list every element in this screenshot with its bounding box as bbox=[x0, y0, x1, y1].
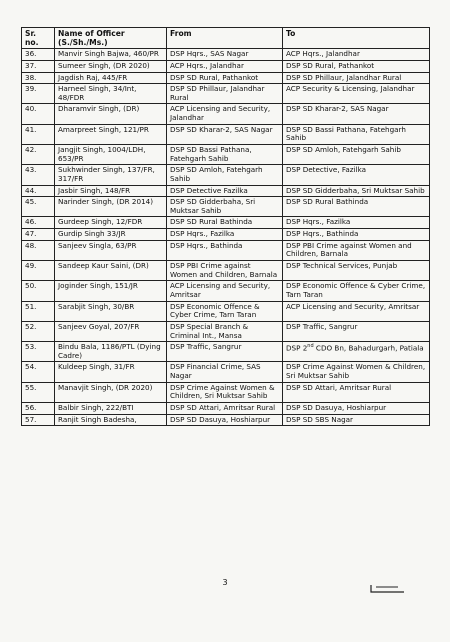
table-row bbox=[22, 217, 430, 229]
cell-from: DSP Hqrs., Fazilka bbox=[167, 229, 283, 241]
cell-from: DSP PBI Crime against Women and Children, Barnala bbox=[167, 261, 283, 281]
table-body bbox=[22, 49, 430, 426]
table-row bbox=[22, 382, 430, 402]
cell-officer-name: Balbir Singh, 222/BTI bbox=[55, 403, 167, 415]
table-row bbox=[22, 165, 430, 185]
cell-to: DSP SD Attari, Amritsar Rural bbox=[283, 382, 430, 402]
table-row bbox=[22, 124, 430, 144]
cell-officer-name: Manvir Singh Bajwa, 460/PR bbox=[55, 49, 167, 61]
table-header-row bbox=[22, 28, 430, 49]
cell-to: DSP Hqrs., Bathinda bbox=[283, 229, 430, 241]
cell-to: ACP Security & Licensing, Jalandhar bbox=[283, 84, 430, 104]
cell-officer-name: Ranjit Singh Badesha, bbox=[55, 414, 167, 426]
table-row bbox=[22, 362, 430, 382]
cell-officer-name: Sanjeev Goyal, 207/FR bbox=[55, 321, 167, 341]
cell-sr-no: 39. bbox=[22, 84, 55, 104]
cell-from: DSP Special Branch & Criminal Int., Mansa bbox=[167, 321, 283, 341]
cell-officer-name: Sanjeev Singla, 63/PR bbox=[55, 240, 167, 260]
cell-officer-name: Jasbir Singh, 148/FR bbox=[55, 185, 167, 197]
cell-sr-no: 57. bbox=[22, 414, 55, 426]
cell-from: DSP Traffic, Sangrur bbox=[167, 342, 283, 362]
cell-officer-name: Sandeep Kaur Saini, (DR) bbox=[55, 261, 167, 281]
cell-to: DSP PBI Crime against Women and Children, Barnala bbox=[283, 240, 430, 260]
cell-sr-no: 53. bbox=[22, 342, 55, 362]
cell-sr-no: 42. bbox=[22, 144, 55, 164]
cell-sr-no: 49. bbox=[22, 261, 55, 281]
cell-sr-no: 48. bbox=[22, 240, 55, 260]
header-from: From bbox=[167, 28, 283, 49]
cell-from: DSP Crime Against Women & Children, Sri Muktsar Sahib bbox=[167, 382, 283, 402]
table-row bbox=[22, 342, 430, 362]
cell-sr-no: 40. bbox=[22, 104, 55, 124]
cell-officer-name: Sukhwinder Singh, 137/FR, 317/FR bbox=[55, 165, 167, 185]
cell-from: DSP SD Amloh, Fatehgarh Sahib bbox=[167, 165, 283, 185]
table-row bbox=[22, 144, 430, 164]
cell-sr-no: 51. bbox=[22, 301, 55, 321]
cell-from: DSP Economic Offence & Cyber Crime, Tarn Taran bbox=[167, 301, 283, 321]
cell-from: DSP SD Attari, Amritsar Rural bbox=[167, 403, 283, 415]
cell-sr-no: 55. bbox=[22, 382, 55, 402]
cell-officer-name: Jagdish Raj, 445/FR bbox=[55, 72, 167, 84]
table-row bbox=[22, 197, 430, 217]
table-row bbox=[22, 104, 430, 124]
cell-from: DSP SD Rural, Pathankot bbox=[167, 72, 283, 84]
cell-from: DSP SD Kharar-2, SAS Nagar bbox=[167, 124, 283, 144]
cell-to: DSP SD Gidderbaha, Sri Muktsar Sahib bbox=[283, 185, 430, 197]
cell-from: DSP Hqrs., SAS Nagar bbox=[167, 49, 283, 61]
table-row bbox=[22, 281, 430, 301]
cell-to: DSP Traffic, Sangrur bbox=[283, 321, 430, 341]
page-number: 3 bbox=[222, 578, 228, 587]
header-sr-no: Sr. no. bbox=[22, 28, 55, 49]
cell-to: DSP SD Rural, Pathankot bbox=[283, 60, 430, 72]
cell-from: DSP SD Rural Bathinda bbox=[167, 217, 283, 229]
table-row bbox=[22, 301, 430, 321]
header-officer-name: Name of Officer (S./Sh./Ms.) bbox=[55, 28, 167, 49]
cell-to: DSP Technical Services, Punjab bbox=[283, 261, 430, 281]
cell-sr-no: 52. bbox=[22, 321, 55, 341]
cell-officer-name: Amarpreet Singh, 121/PR bbox=[55, 124, 167, 144]
cell-from: ACP Licensing and Security, Amritsar bbox=[167, 281, 283, 301]
table-row bbox=[22, 321, 430, 341]
cell-to: DSP SD Dasuya, Hoshiarpur bbox=[283, 403, 430, 415]
cell-officer-name: Kuldeep Singh, 31/FR bbox=[55, 362, 167, 382]
cell-to: DSP SD Rural Bathinda bbox=[283, 197, 430, 217]
table-row bbox=[22, 84, 430, 104]
cell-sr-no: 56. bbox=[22, 403, 55, 415]
cell-to: DSP SD Phillaur, Jalandhar Rural bbox=[283, 72, 430, 84]
cell-from: ACP Hqrs., Jalandhar bbox=[167, 60, 283, 72]
table-row bbox=[22, 240, 430, 260]
cell-to: ACP Licensing and Security, Amritsar bbox=[283, 301, 430, 321]
cell-from: DSP Hqrs., Bathinda bbox=[167, 240, 283, 260]
cell-from: DSP SD Dasuya, Hoshiarpur bbox=[167, 414, 283, 426]
table-row bbox=[22, 49, 430, 61]
cell-to: DSP 2nd CDO Bn, Bahadurgarh, Patiala bbox=[283, 342, 430, 362]
cell-to: DSP SD Kharar-2, SAS Nagar bbox=[283, 104, 430, 124]
cell-sr-no: 54. bbox=[22, 362, 55, 382]
cell-sr-no: 44. bbox=[22, 185, 55, 197]
cell-sr-no: 38. bbox=[22, 72, 55, 84]
signature-initials-mark bbox=[368, 580, 408, 596]
cell-sr-no: 46. bbox=[22, 217, 55, 229]
cell-officer-name: Bindu Bala, 1186/PTL (Dying Cadre) bbox=[55, 342, 167, 362]
table-row bbox=[22, 60, 430, 72]
cell-officer-name: Dharamvir Singh, (DR) bbox=[55, 104, 167, 124]
cell-to: DSP SD SBS Nagar bbox=[283, 414, 430, 426]
cell-to: DSP Crime Against Women & Children, Sri Muktsar Sahib bbox=[283, 362, 430, 382]
table-row bbox=[22, 229, 430, 241]
cell-officer-name: Joginder Singh, 151/JR bbox=[55, 281, 167, 301]
cell-from: DSP SD Gidderbaha, Sri Muktsar Sahib bbox=[167, 197, 283, 217]
table-row bbox=[22, 414, 430, 426]
cell-to: DSP Hqrs., Fazilka bbox=[283, 217, 430, 229]
cell-sr-no: 37. bbox=[22, 60, 55, 72]
cell-officer-name: Sarabjit Singh, 30/BR bbox=[55, 301, 167, 321]
cell-sr-no: 47. bbox=[22, 229, 55, 241]
cell-sr-no: 50. bbox=[22, 281, 55, 301]
cell-sr-no: 43. bbox=[22, 165, 55, 185]
cell-from: DSP SD Phillaur, Jalandhar Rural bbox=[167, 84, 283, 104]
table-row bbox=[22, 261, 430, 281]
cell-officer-name: Manavjit Singh, (DR 2020) bbox=[55, 382, 167, 402]
cell-to: DSP Detective, Fazilka bbox=[283, 165, 430, 185]
cell-officer-name: Sumeer Singh, (DR 2020) bbox=[55, 60, 167, 72]
cell-to: DSP SD Bassi Pathana, Fatehgarh Sahib bbox=[283, 124, 430, 144]
cell-from: DSP Detective Fazilka bbox=[167, 185, 283, 197]
table-row bbox=[22, 185, 430, 197]
cell-from: DSP Financial Crime, SAS Nagar bbox=[167, 362, 283, 382]
cell-to: ACP Hqrs., Jalandhar bbox=[283, 49, 430, 61]
cell-to: DSP Economic Offence & Cyber Crime, Tarn Taran bbox=[283, 281, 430, 301]
cell-officer-name: Gurdeep Singh, 12/FDR bbox=[55, 217, 167, 229]
cell-sr-no: 45. bbox=[22, 197, 55, 217]
cell-officer-name: Harneel Singh, 34/Int, 48/FDR bbox=[55, 84, 167, 104]
cell-officer-name: Narinder Singh, (DR 2014) bbox=[55, 197, 167, 217]
cell-from: DSP SD Bassi Pathana, Fatehgarh Sahib bbox=[167, 144, 283, 164]
header-to: To bbox=[283, 28, 430, 49]
table-row bbox=[22, 72, 430, 84]
cell-to: DSP SD Amloh, Fatehgarh Sahib bbox=[283, 144, 430, 164]
cell-sr-no: 41. bbox=[22, 124, 55, 144]
cell-from: ACP Licensing and Security, Jalandhar bbox=[167, 104, 283, 124]
transfer-table bbox=[21, 27, 430, 426]
table-row bbox=[22, 403, 430, 415]
cell-sr-no: 36. bbox=[22, 49, 55, 61]
cell-officer-name: Gurdip Singh 33/JR bbox=[55, 229, 167, 241]
cell-officer-name: Jangjit Singh, 1004/LDH, 653/PR bbox=[55, 144, 167, 164]
